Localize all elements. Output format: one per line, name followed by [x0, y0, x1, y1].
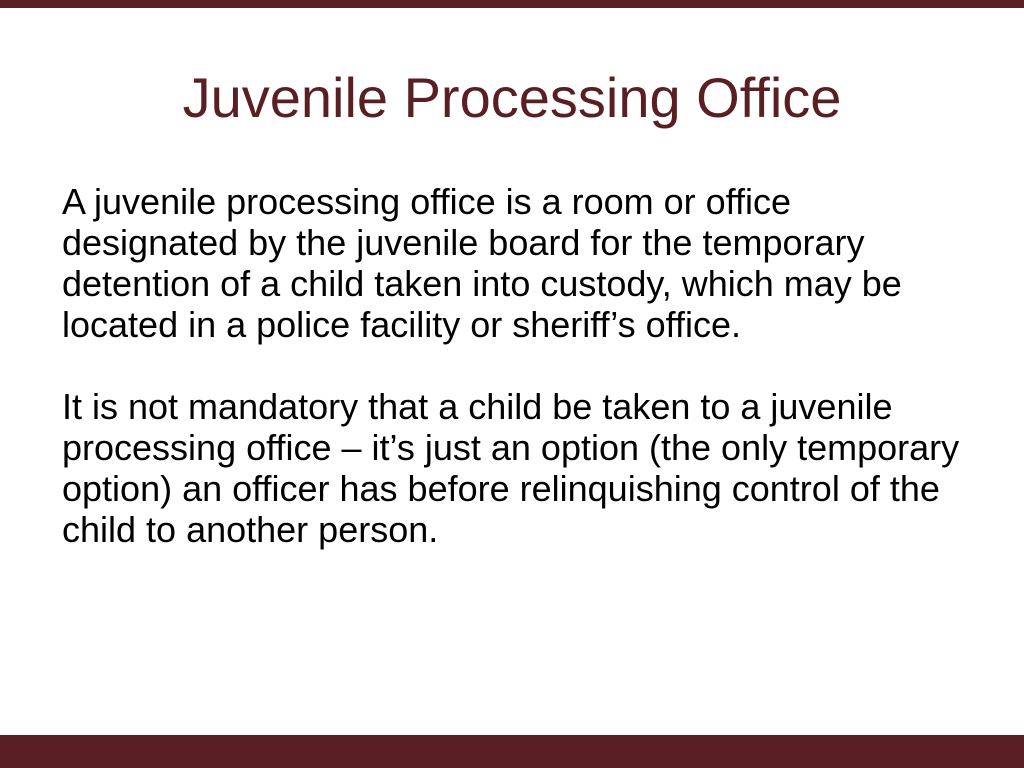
slide-title: Juvenile Processing Office [182, 66, 842, 129]
slide-body [62, 181, 962, 550]
bottom-accent-bar [0, 735, 1024, 768]
paragraph-option: It is not mandatory that a child be taken to a juvenile processing office – it’s just an option (the only temporary option) an officer has before relinquishing control of the child to another person. [62, 386, 960, 550]
paragraph-definition: A juvenile processing office is a room or office designated by the juvenile board for the temporary detention of a child taken into custody, which may be located in a police facility or sheriff’s office. [62, 181, 902, 345]
top-accent-bar [0, 0, 1024, 8]
